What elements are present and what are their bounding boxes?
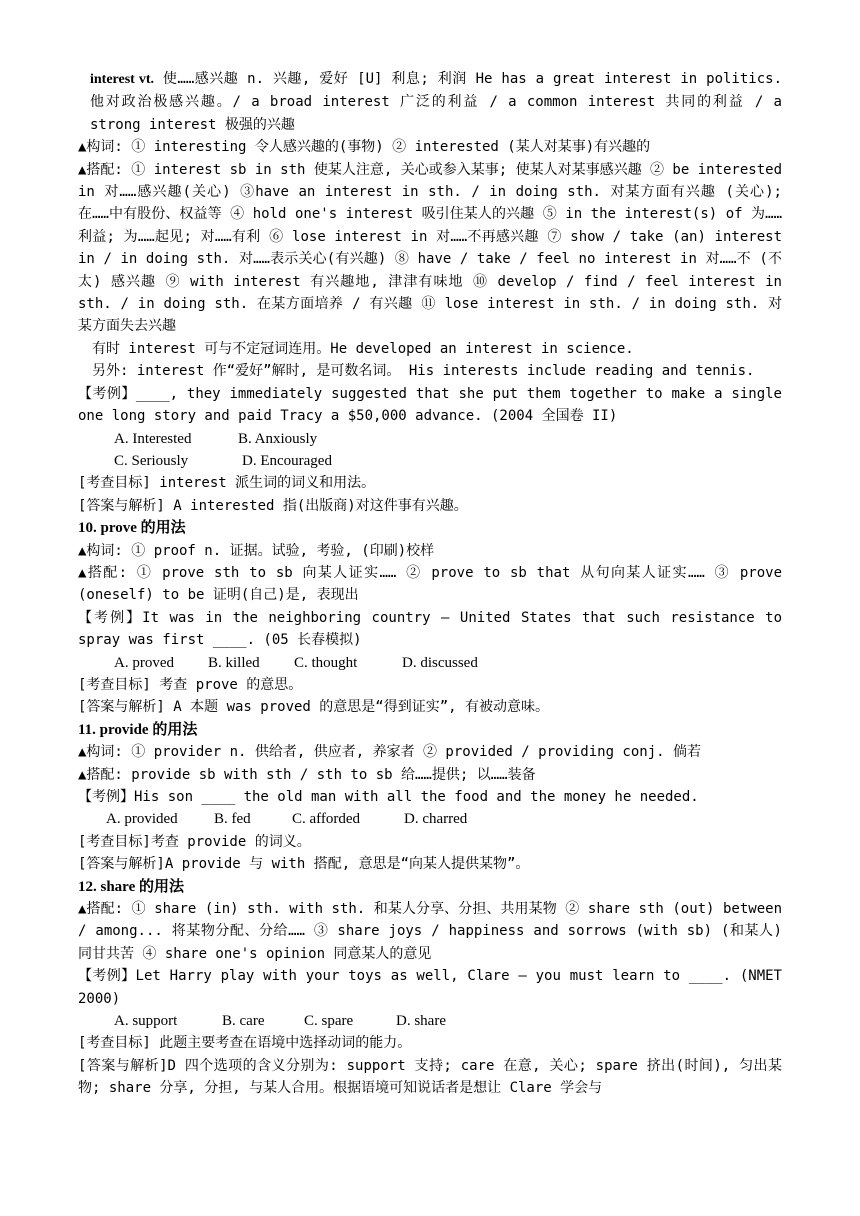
provide-heading: 11. provide 的用法 bbox=[78, 721, 198, 738]
option: D. Encouraged bbox=[242, 452, 332, 469]
option: A. support bbox=[114, 1013, 178, 1030]
prove-heading: 10. prove 的用法 bbox=[78, 520, 186, 537]
headword: interest vt. bbox=[90, 72, 154, 87]
option: C. Seriously bbox=[114, 452, 189, 469]
provide-example: 【考例】His son ____ the old man with all the food and the money he needed. bbox=[78, 789, 699, 805]
share-answer: [答案与解析]D 四个选项的含义分别为: support 支持; care 在意, 关心; spare 挤出(时间), 匀出某物; share 分享, 分担, 与某人合用。根据语境可知说话者是想让 Clare 学会与 bbox=[78, 1057, 782, 1097]
option: B. Anxiously bbox=[238, 430, 318, 447]
interest-derivatives: ▲构词: ① interesting 令人感兴趣的(事物) ② interested (某人对某事)有兴趣的 bbox=[78, 139, 651, 156]
option: A. proved bbox=[114, 654, 174, 671]
prove-answer: [答案与解析] A 本题 was proved 的意思是“得到证实”, 有被动意味。 bbox=[78, 699, 550, 716]
interest-target: [考查目标] interest 派生词的词义和用法。 bbox=[78, 475, 376, 492]
prove-derivatives: ▲构词: ① proof n. 证据。试验, 考验, (印刷)校样 bbox=[78, 542, 435, 559]
provide-derivatives: ▲构词: ① provider n. 供给者, 供应者, 养家者 ② provided / providing conj. 倘若 bbox=[78, 744, 702, 761]
option: A. provided bbox=[106, 811, 178, 828]
option: B. fed bbox=[214, 811, 251, 828]
share-collocations: ▲搭配: ① share (in) sth. with sth. 和某人分享、分担、共用某物 ② share sth (out) between / among... 将某物分配、分给…… ③ share joys / happiness and sorrows (with sb) (和某人) 同甘共苦 ④ share one's opinion 同意某人的意见 bbox=[78, 901, 782, 962]
interest-collocations: ▲搭配: ① interest sb in sth 使某人注意, 关心或参入某事; 使某人对某事感兴趣 ② be interested in 对……感兴趣(关心) ③have an interest in sth. / in doing sth. 对某方面有兴趣 (关心); 在……中有股份、权益等 ④ hold one's interest 吸引住某人的兴趣 ⑤ in the interest(s) of 为……利益; 为……起见; 对……有利 ⑥ lose interest in 对……不再感兴趣 ⑦ show / take (an) interest in / in doing sth. 对……表示关心(有兴趣) ⑧ have / take / feel no interest in 对……不 (不太) 感兴趣 ⑨ with interest 有兴趣地, 津津有味地 ⑩ develop / find / feel interest in sth. / in doing sth. 在某方面培养 / 有兴趣 ⑪ lose interest in sth. / in doing sth. 对某方面失去兴趣 bbox=[78, 161, 783, 335]
interest-note-2: 另外: interest 作“爱好”解时, 是可数名词。 His interests include reading and tennis. bbox=[92, 363, 755, 380]
interest-options-row-1 bbox=[78, 428, 782, 450]
prove-collocations: ▲搭配: ① prove sth to sb 向某人证实…… ② prove to sb that 从句向某人证实…… ③ prove (oneself) to be 证明(自己)是, 表现出 bbox=[78, 564, 782, 604]
option: D. charred bbox=[404, 811, 468, 828]
provide-target: [考查目标]考查 provide 的词义。 bbox=[78, 833, 311, 850]
prove-options bbox=[78, 652, 782, 674]
definition-text: 使……感兴趣 n. 兴趣, 爱好 [U] 利息; 利润 He has a great interest in politics. 他对政治极感兴趣。/ a broad interest 广泛的利益 / a common interest 共同的利益 / a strong interest 极强的兴趣 bbox=[90, 71, 782, 133]
share-heading: 12. share 的用法 bbox=[78, 878, 184, 895]
share-options bbox=[78, 1010, 782, 1032]
provide-options bbox=[78, 808, 782, 830]
provide-answer: [答案与解析]A provide 与 with 搭配, 意思是“向某人提供某物”。 bbox=[78, 856, 530, 873]
prove-target: [考查目标] 考查 prove 的意思。 bbox=[78, 676, 303, 693]
option: B. care bbox=[222, 1013, 265, 1030]
interest-definition bbox=[78, 68, 782, 136]
provide-collocations: ▲搭配: provide sb with sth / sth to sb 给……提供; 以……装备 bbox=[78, 766, 536, 783]
document-page bbox=[78, 68, 782, 1100]
option: A. Interested bbox=[114, 430, 192, 447]
option: C. afforded bbox=[292, 811, 361, 828]
prove-example: 【考例】It was in the neighboring country — United States that such resistance to spray was first ____. (05 长春模拟) bbox=[78, 609, 782, 649]
interest-example: 【考例】____, they immediately suggested that she put them together to make a single one long story and paid Tracy a $50,000 advance. (2004 全国卷 II) bbox=[78, 385, 782, 425]
share-target: [考查目标] 此题主要考查在语境中选择动词的能力。 bbox=[78, 1035, 412, 1052]
share-example: 【考例】Let Harry play with your toys as well, Clare — you must learn to ____. (NMET 2000) bbox=[78, 968, 782, 1007]
interest-note-1: 有时 interest 可与不定冠词连用。He developed an interest in science. bbox=[92, 340, 634, 357]
option: C. thought bbox=[294, 654, 358, 671]
interest-options-row-2 bbox=[78, 450, 782, 472]
option: D. share bbox=[396, 1013, 446, 1030]
option: C. spare bbox=[304, 1013, 354, 1030]
interest-answer: [答案与解析] A interested 指(出版商)对这件事有兴趣。 bbox=[78, 497, 468, 514]
option: D. discussed bbox=[402, 654, 478, 671]
option: B. killed bbox=[208, 654, 260, 671]
